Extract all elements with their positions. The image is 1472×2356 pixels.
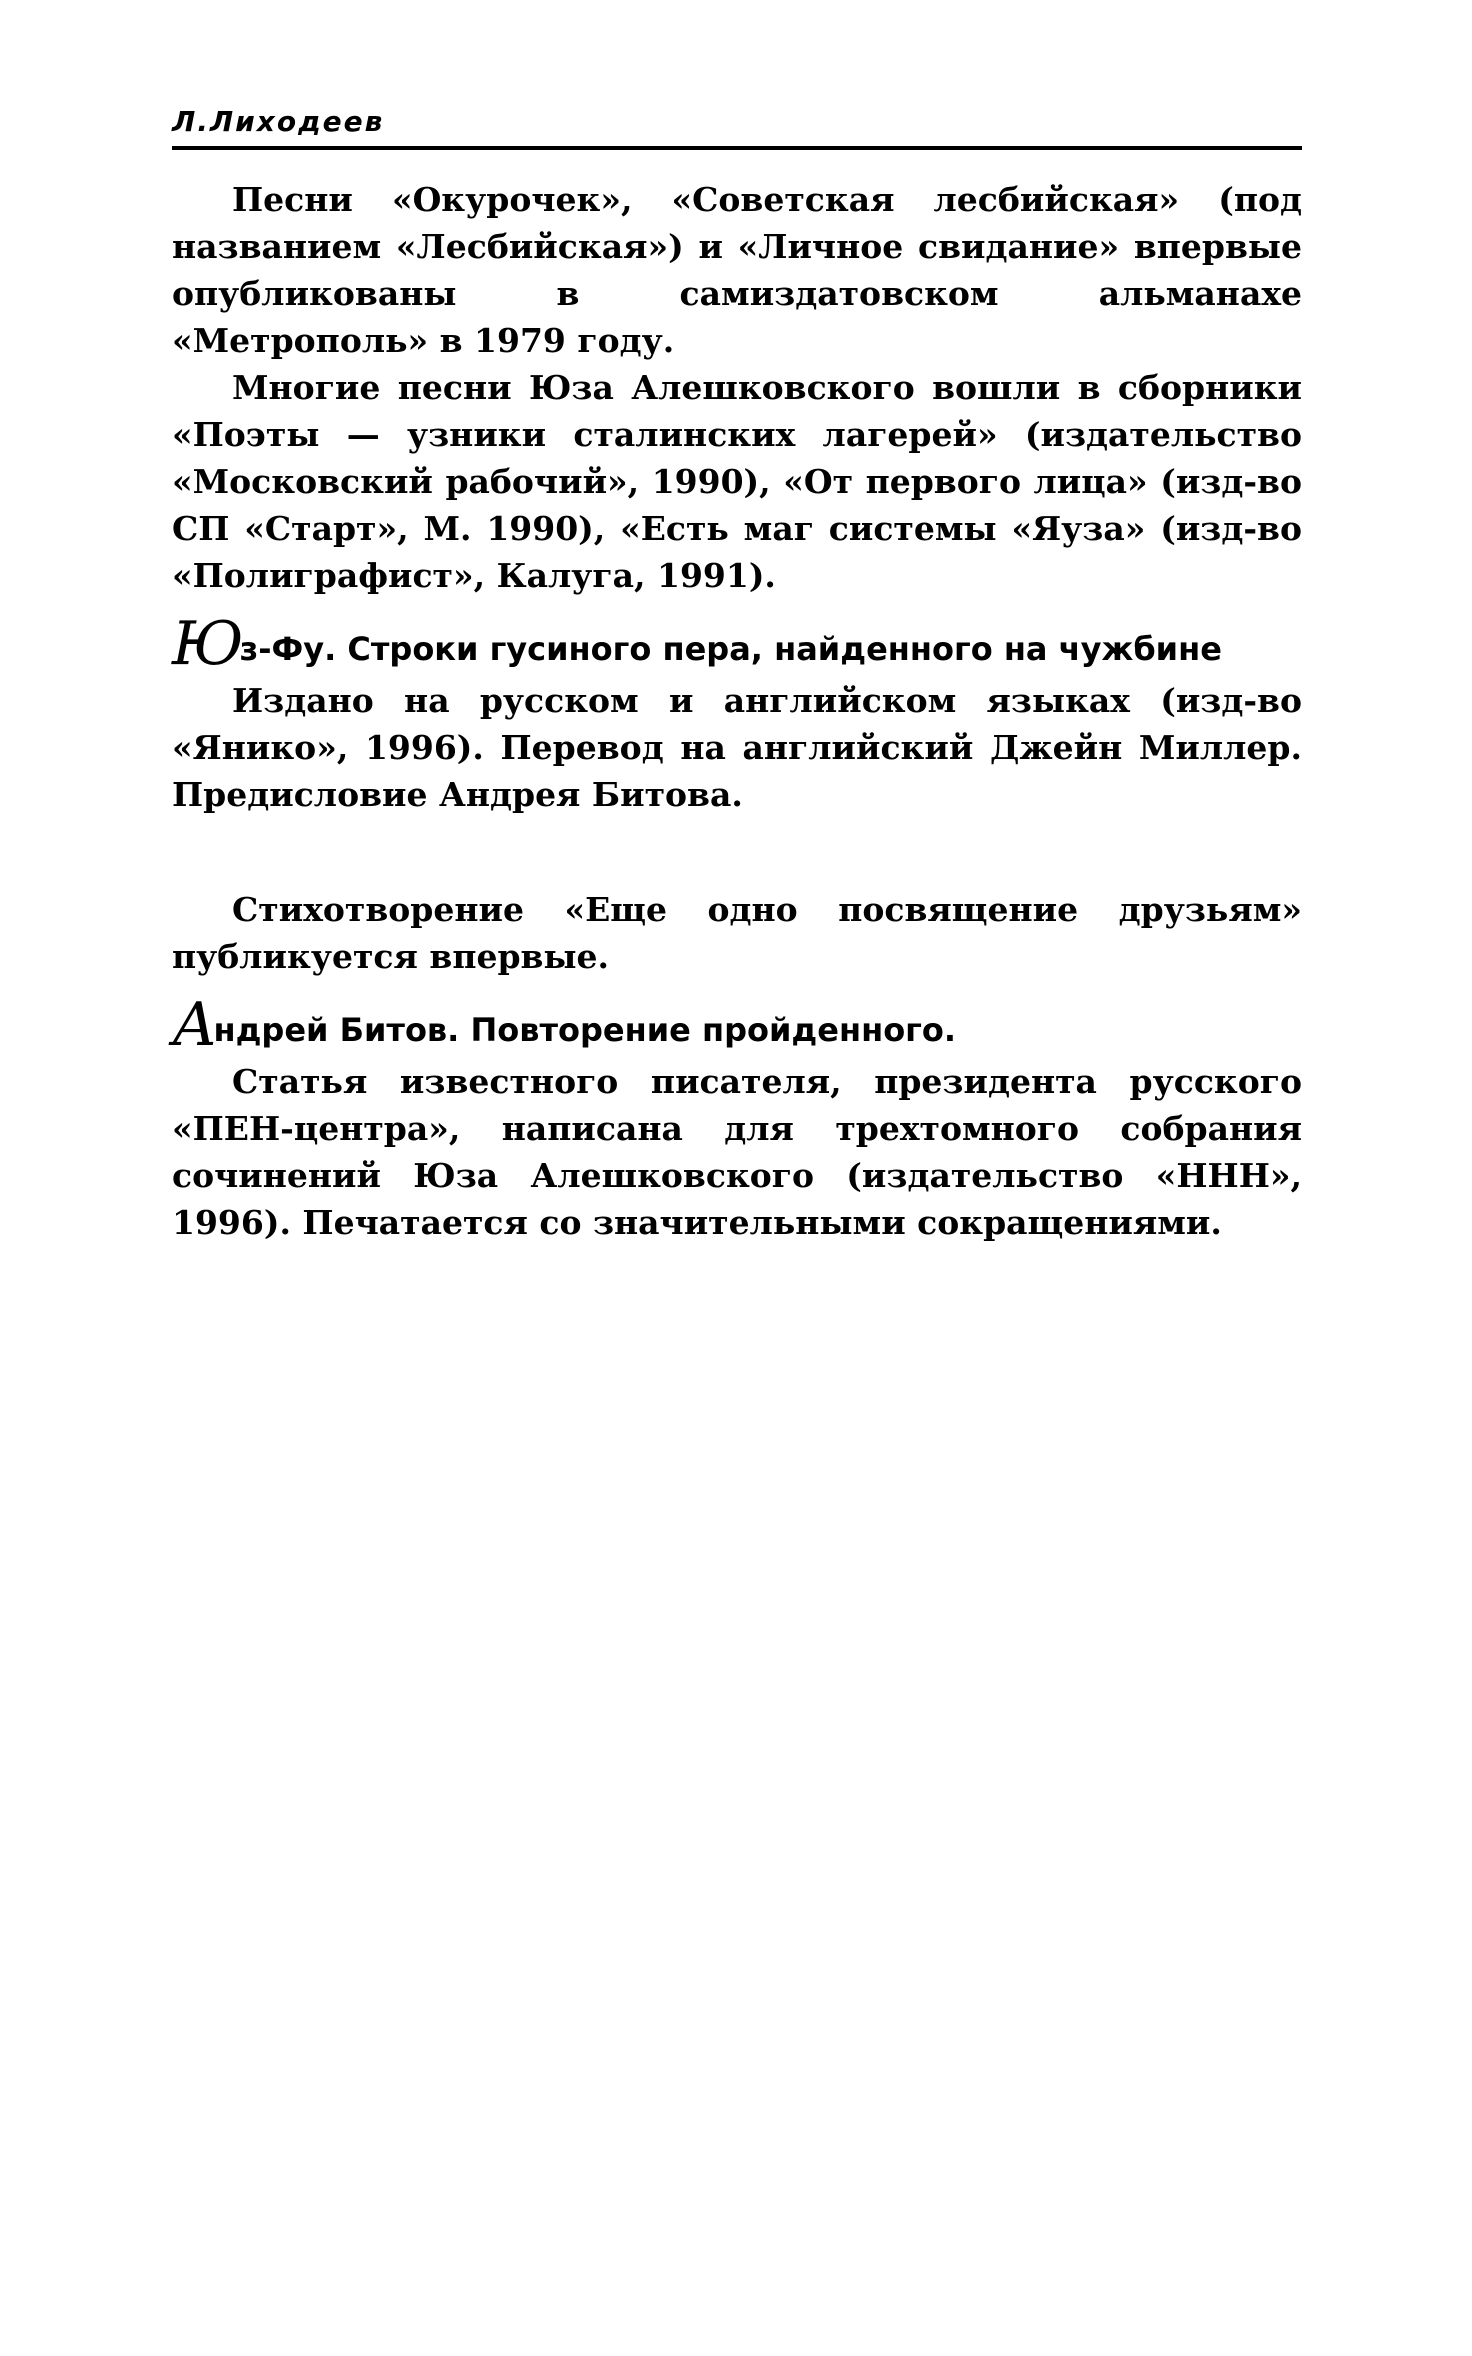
page-content (172, 176, 1302, 1246)
paragraph-songs: Песни «Окурочек», «Советская лесбийская» (под названием «Лесбийская») и «Личное свидание» впервые опубликованы в самиздатовском альманахе «Метрополь» в 1979 году. (172, 180, 1302, 360)
page-header (172, 104, 1302, 150)
paragraph-article: Статья известного писателя, президента русского «ПЕН-центра», написана для трехтомного собрания сочинений Юза Алешковского (издательство «ННН», 1996). Печатается со значительными сокращениями. (172, 1062, 1302, 1242)
paragraph-edition: Издано на русском и английском языках (изд-во «Янико», 1996). Перевод на английский Джейн Миллер. Предисловие Андрея Битова. (172, 681, 1302, 814)
heading-text: ндрей Битов. Повторение пройденного. (213, 1011, 957, 1049)
running-head: Л.Лиходеев (172, 105, 385, 138)
paragraph-collections: Многие песни Юза Алешковского вошли в сборники «Поэты — узники сталинских лагерей» (издательство «Московский рабочий», 1990), «От первого лица» (изд-во СП «Старт», М. 1990), «Есть маг системы «Яуза» (изд-во «Полиграфист», Калуга, 1991). (172, 368, 1302, 595)
section-heading-yuz-fu (172, 609, 1302, 679)
heading-text: з-Фу. Строки гусиного пера, найденного на чужбине (239, 630, 1222, 668)
drop-initial: Ю (172, 609, 238, 679)
drop-initial: А (172, 990, 212, 1060)
section-heading-bitov (172, 990, 1302, 1060)
paragraph-poem: Стихотворение «Еще одно посвящение друзьям» публикуется впервые. (172, 890, 1302, 976)
